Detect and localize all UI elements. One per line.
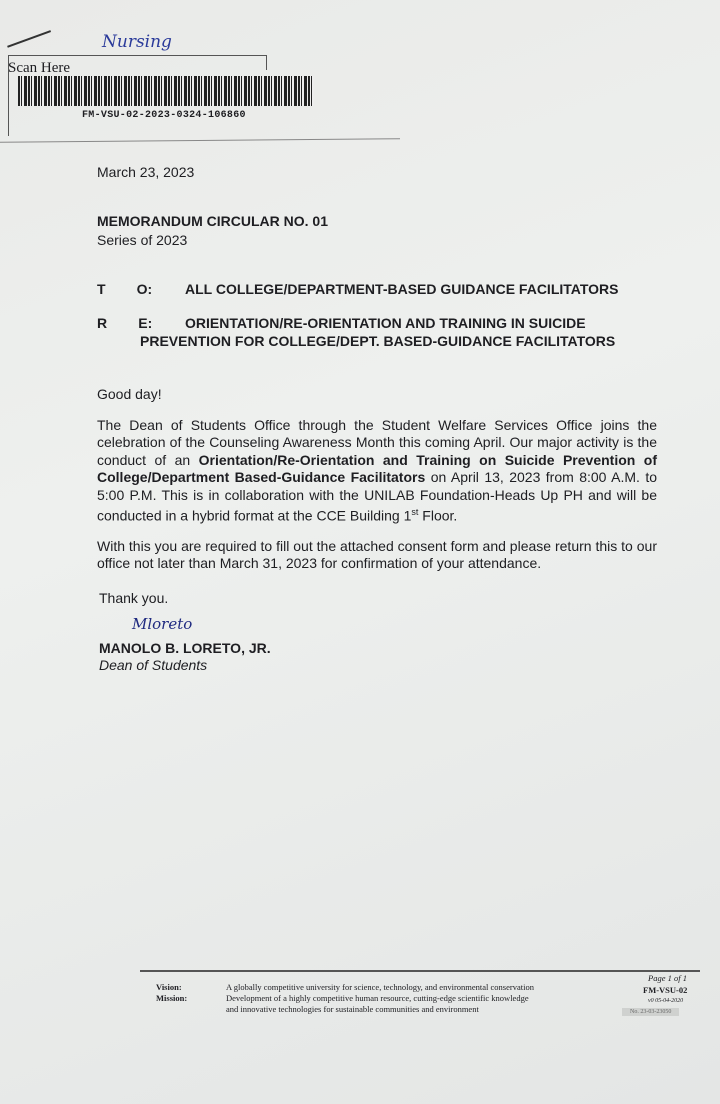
tracking-code: FM-VSU-02-2023-0324-106860 [82,110,246,121]
p1-text-a: The Dean of Students Office through the Student Welfare Services Office joins the celebration of the Counseling Awareness Month this coming April. Our major activity is the conduct of an [97,417,657,468]
divider [0,138,400,142]
memo-date: March 23, 2023 [97,164,195,180]
re-line-2: PREVENTION FOR COLLEGE/DEPT. BASED-GUIDANCE FACILITATORS [140,333,616,349]
p1-text-b: on April 13, 2023 from 8:00 A.M. to 5:00 P.M. This is in collaboration with the UNILAB Foundation-Heads Up PH and will be conducted in a hybrid format at the CCE Building 1 [97,469,657,524]
to-value: ALL COLLEGE/DEPARTMENT-BASED GUIDANCE FACILITATORS [185,281,619,297]
closing: Thank you. [99,590,169,606]
to-label: T O: [97,281,153,297]
vision-label: Vision: [156,982,182,992]
handwritten-initials: Nursing [102,32,172,52]
pen-mark [7,30,51,47]
re-line-1: ORIENTATION/RE-ORIENTATION AND TRAINING IN SUICIDE [185,315,586,331]
control-stamp: No. 23-03-23050 [622,1008,679,1016]
series: Series of 2023 [97,232,188,248]
p1-sup: st [411,507,419,518]
barcode [18,76,314,106]
footer-rule [140,970,700,972]
form-version: v0 05-04-2020 [648,998,684,1004]
re-label: R E: [97,315,153,331]
form-code: FM-VSU-02 [643,985,688,995]
body-paragraph-2: With this you are required to fill out the attached consent form and please return this to our office not later than March 31, 2023 for confirmation of your attendance. [97,538,657,572]
p1-activity-title: Orientation/Re-Orientation and Training on Suicide Prevention of College/Department Based-Guidance Facilitators [97,451,657,486]
signatory-name: MANOLO B. LORETO, JR. [99,640,271,656]
scan-label: Scan Here [8,60,71,76]
mission-label: Mission: [156,993,188,1003]
signatory-title: Dean of Students [99,657,208,673]
signature: Mloreto [132,615,193,633]
mission-text-2: and innovative technologies for sustainable communities and environment [226,1004,479,1014]
page-number: Page 1 of 1 [648,973,687,983]
p1-text-c: Floor. [418,507,458,524]
greeting: Good day! [97,386,162,402]
circular-number: MEMORANDUM CIRCULAR NO. 01 [97,213,328,229]
body-paragraph-1 [97,417,657,525]
mission-text-1: Development of a highly competitive human resource, cutting-edge scientific knowledge [226,993,529,1003]
vision-text: A globally competitive university for science, technology, and environmental conservation [226,982,534,992]
